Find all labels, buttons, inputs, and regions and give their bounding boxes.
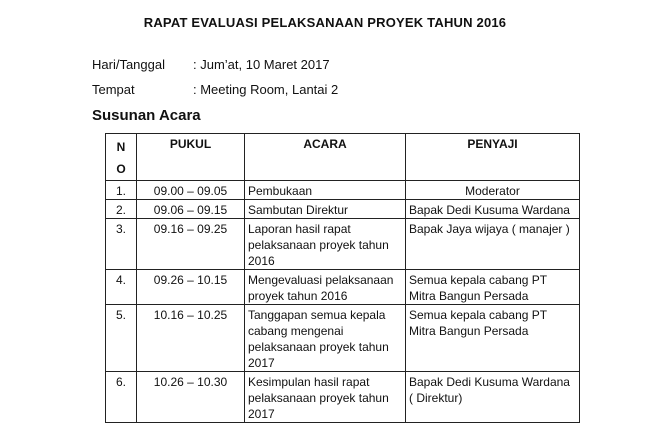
cell-penyaji: Bapak Dedi Kusuma Wardana bbox=[406, 200, 580, 219]
cell-acara: Tanggapan semua kepala cabang mengenai pelaksanaan proyek tahun 2017 bbox=[245, 305, 406, 372]
cell-pukul: 10.26 – 10.30 bbox=[137, 372, 245, 423]
cell-pukul: 09.26 – 10.15 bbox=[137, 270, 245, 305]
header-acara: ACARA bbox=[245, 134, 406, 181]
cell-pukul: 09.06 – 09.15 bbox=[137, 200, 245, 219]
table-header-row bbox=[106, 134, 580, 181]
agenda-table bbox=[105, 133, 580, 423]
table-row bbox=[106, 219, 580, 270]
header-penyaji: PENYAJI bbox=[406, 134, 580, 181]
date-value: : Jum’at, 10 Maret 2017 bbox=[193, 57, 330, 72]
cell-penyaji: Bapak Dedi Kusuma Wardana ( Direktur) bbox=[406, 372, 580, 423]
table-row bbox=[106, 200, 580, 219]
document-title: RAPAT EVALUASI PELAKSANAAN PROYEK TAHUN 2016 bbox=[143, 15, 507, 30]
cell-pukul: 10.16 – 10.25 bbox=[137, 305, 245, 372]
cell-pukul: 09.16 – 09.25 bbox=[137, 219, 245, 270]
cell-no: 6. bbox=[106, 372, 137, 423]
date-label: Hari/Tanggal bbox=[92, 57, 165, 72]
cell-no: 5. bbox=[106, 305, 137, 372]
cell-no: 3. bbox=[106, 219, 137, 270]
header-no-line2: O bbox=[116, 162, 126, 176]
cell-penyaji: Moderator bbox=[406, 181, 580, 200]
header-no bbox=[106, 134, 137, 181]
section-title: Susunan Acara bbox=[92, 107, 201, 124]
place-value: : Meeting Room, Lantai 2 bbox=[193, 82, 339, 97]
header-no-line1: N bbox=[116, 140, 126, 154]
cell-acara: Sambutan Direktur bbox=[245, 200, 406, 219]
cell-penyaji: Bapak Jaya wijaya ( manajer ) bbox=[406, 219, 580, 270]
cell-penyaji: Semua kepala cabang PT Mitra Bangun Persada bbox=[406, 270, 580, 305]
cell-acara: Mengevaluasi pelaksanaan proyek tahun 2016 bbox=[245, 270, 406, 305]
cell-penyaji: Semua kepala cabang PT Mitra Bangun Persada bbox=[406, 305, 580, 372]
cell-acara: Laporan hasil rapat pelaksanaan proyek tahun 2016 bbox=[245, 219, 406, 270]
cell-acara: Pembukaan bbox=[245, 181, 406, 200]
table-row bbox=[106, 270, 580, 305]
table-row bbox=[106, 181, 580, 200]
cell-no: 4. bbox=[106, 270, 137, 305]
cell-no: 2. bbox=[106, 200, 137, 219]
table-row bbox=[106, 305, 580, 372]
place-label: Tempat bbox=[92, 82, 135, 97]
cell-no: 1. bbox=[106, 181, 137, 200]
cell-pukul: 09.00 – 09.05 bbox=[137, 181, 245, 200]
header-pukul: PUKUL bbox=[137, 134, 245, 181]
cell-acara: Kesimpulan hasil rapat pelaksanaan proyek tahun 2017 bbox=[245, 372, 406, 423]
table-row bbox=[106, 372, 580, 423]
